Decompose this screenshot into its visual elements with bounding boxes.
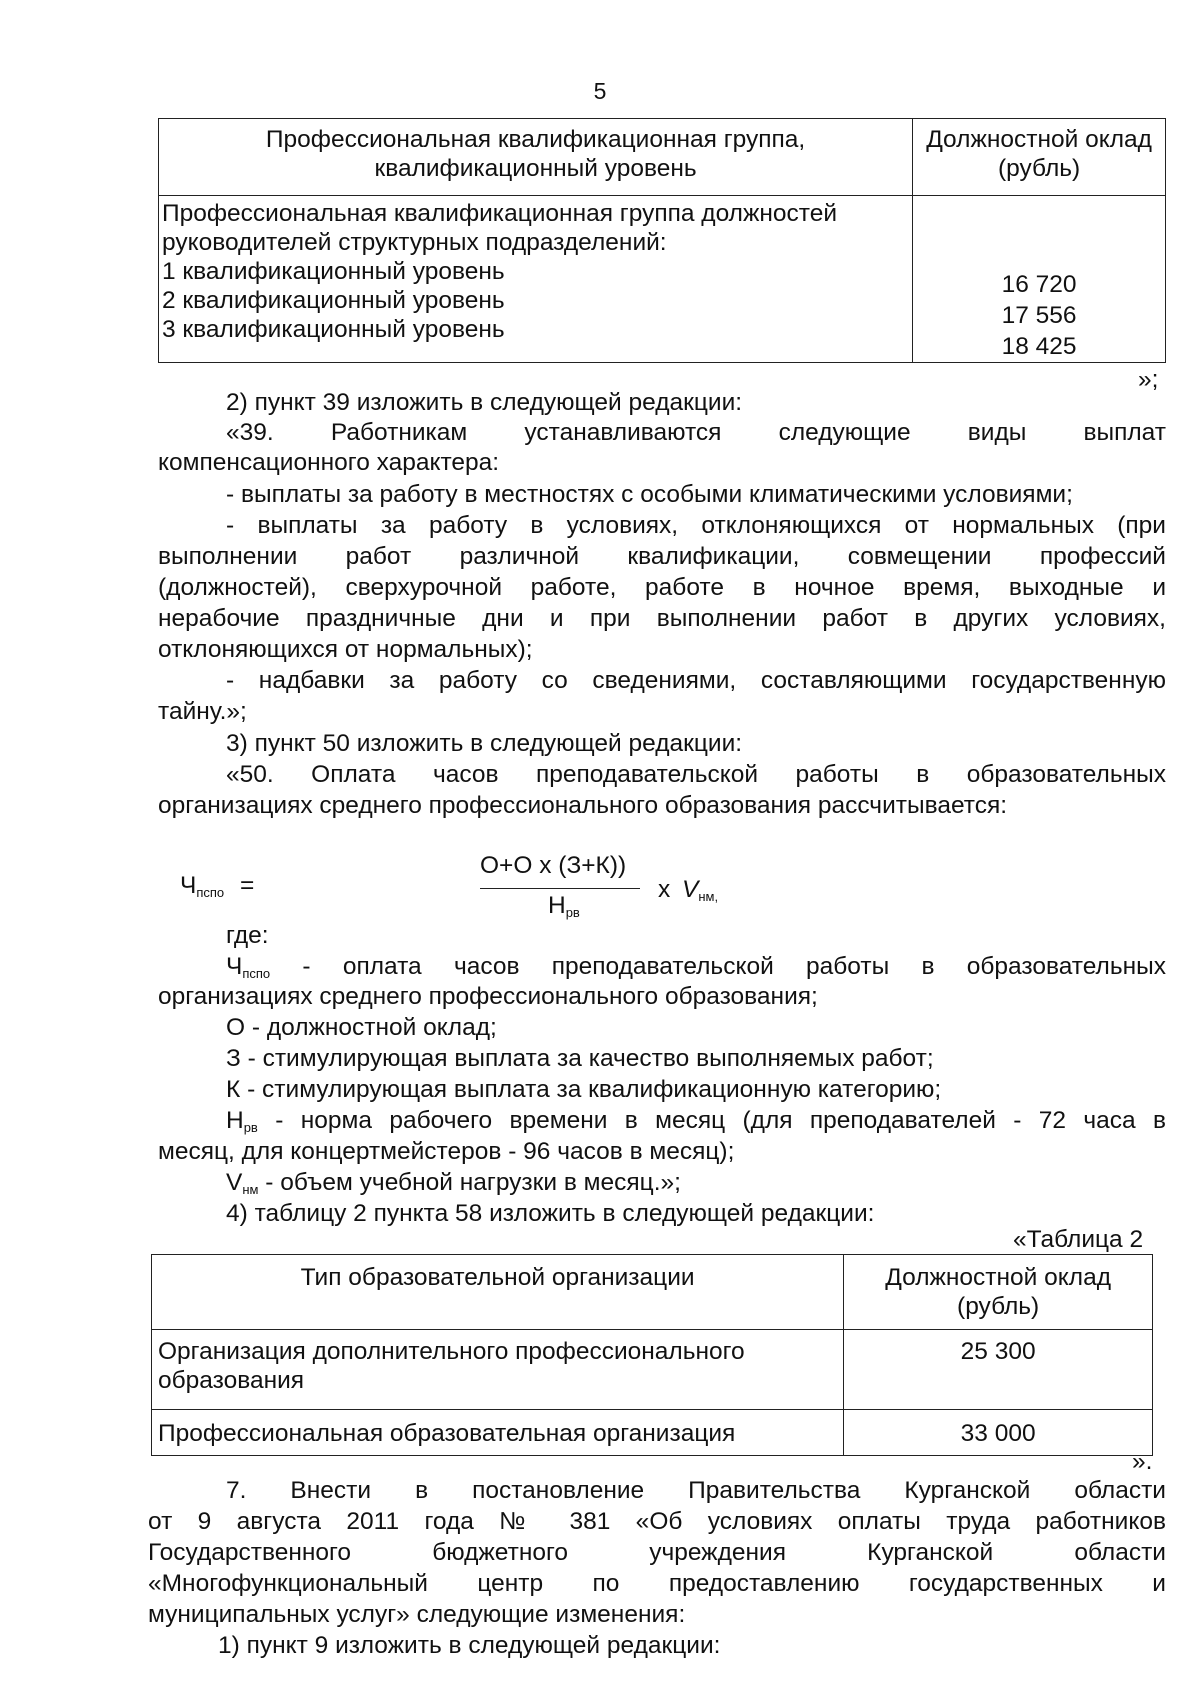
formula-denominator: $Н_{рв}$ (548, 892, 580, 920)
bullet-2-line3: (должностей), сверхурочной работе, работе в ночное время, выходные и (158, 574, 1166, 601)
org-type-cell: Профессиональная образовательная организация (152, 1410, 844, 1456)
def-1-line2: организациях среднего профессионального образования; (158, 983, 818, 1010)
def-4: К - стимулирующая выплата за квалификационную категорию; (226, 1076, 942, 1103)
education-org-salary-table (151, 1254, 1153, 1456)
bullet-2-line2: выполнении работ различной квалификации, совмещении профессий (158, 543, 1166, 570)
item-7-line3: Государственного бюджетного учреждения Курганской области (148, 1539, 1166, 1566)
def-3: З - стимулирующая выплата за качество выполняемых работ; (226, 1045, 934, 1072)
p50-line2: организациях среднего профессионального образования рассчитывается: (158, 792, 1008, 819)
group-title: Профессиональная квалификационная группа должностей руководителей структурных подразделений: (162, 200, 838, 256)
page-number: 5 (593, 78, 607, 104)
item-2: 2) пункт 39 изложить в следующей редакции: (226, 389, 743, 416)
qualification-group-cell (159, 196, 913, 363)
table-header-row (159, 119, 1166, 196)
formula-equals: = (240, 872, 255, 899)
bullet-2-line4: нерабочие праздничные дни и при выполнении работ в других условиях, (158, 605, 1166, 632)
def-2: О - должностной оклад; (226, 1014, 497, 1041)
table-header-row (152, 1255, 1153, 1330)
salary-1: 16 720 (1001, 271, 1077, 298)
item-4: 4) таблицу 2 пункта 58 изложить в следующей редакции: (226, 1200, 875, 1227)
salary-cell: 25 300 (844, 1330, 1153, 1410)
bullet-3-line2: тайну.»; (158, 698, 247, 725)
table-row (159, 196, 1166, 363)
bullet-1: - выплаты за работу в местностях с особыми климатическими условиями; (226, 481, 1073, 508)
salary-cell (913, 196, 1166, 363)
fraction-bar (480, 888, 640, 889)
p39-line2: компенсационного характера: (158, 449, 500, 476)
table-row (152, 1330, 1153, 1410)
n-symbol: $Н_{рв}$ (226, 1107, 258, 1135)
item-3: 3) пункт 50 изложить в следующей редакции: (226, 730, 743, 757)
item-7-line4: «Многофункциональный центр по предоставлению государственных и (148, 1570, 1166, 1597)
item-7-line2: от 9 августа 2011 года № 381 «Об условиях оплаты труда работников (148, 1508, 1166, 1535)
bullet-3-line1: - надбавки за работу со сведениями, составляющими государственную (226, 667, 1166, 694)
where-label: где: (226, 922, 269, 949)
level-2: 2 квалификационный уровень (162, 287, 505, 314)
org-type-cell: Организация дополнительного профессионального образования (152, 1330, 844, 1410)
header-salary: Должностной оклад (рубль) (913, 119, 1166, 196)
bullet-2-line5: отклоняющихся от нормальных); (158, 636, 533, 663)
item-7-1: 1) пункт 9 изложить в следующей редакции: (218, 1632, 721, 1659)
salary-2: 17 556 (1001, 302, 1077, 329)
p39-line1: «39. Работникам устанавливаются следующие виды выплат (226, 419, 1166, 446)
formula-times: х (658, 876, 671, 903)
table2-caption: «Таблица 2 (1013, 1226, 1144, 1253)
level-3: 3 квалификационный уровень (162, 316, 505, 343)
header-salary: Должностной оклад (рубль) (844, 1255, 1153, 1330)
item-7-line1: 7. Внести в постановление Правительства Курганской области (226, 1477, 1166, 1504)
def-5-line2: месяц, для концертмейстеров - 96 часов в месяц); (158, 1138, 735, 1165)
def-6: $V_{нм}$ - объем учебной нагрузки в месяц.»; (226, 1169, 681, 1197)
item-7-line5: муниципальных услуг» следующие изменения: (148, 1601, 686, 1628)
ch-symbol: $Ч_{пспо}$ (226, 953, 271, 981)
level-1: 1 квалификационный уровень (162, 258, 505, 285)
qualification-salary-table (158, 118, 1166, 363)
formula-lhs: $Ч_{пспо}$ (180, 872, 225, 900)
header-qualification-group: Профессиональная квалификационная группа, квалификационный уровень (159, 119, 913, 196)
bullet-2-line1: - выплаты за работу в условиях, отклоняющихся от нормальных (при (226, 512, 1166, 539)
formula-volume: $V_{нм,}$ (682, 876, 719, 904)
table1-closing-quote: »; (1138, 366, 1159, 393)
p50-line1: «50. Оплата часов преподавательской работы в образовательных (226, 761, 1166, 788)
header-org-type: Тип образовательной организации (152, 1255, 844, 1330)
table-row (152, 1410, 1153, 1456)
def-5-line1: $Н_{рв}$ - норма рабочего времени в месяц (для преподавателей - 72 часа в (226, 1107, 1166, 1135)
table2-closing-quote: ». (1132, 1448, 1153, 1475)
v-symbol: $V_{нм}$ (226, 1169, 259, 1197)
def-1-line1: $Ч_{пспо}$ - оплата часов преподавательской работы в образовательных (226, 953, 1166, 981)
formula-numerator: О+О х (З+К)) (480, 852, 627, 879)
salary-3: 18 425 (1001, 333, 1077, 360)
salary-cell: 33 000 (844, 1410, 1153, 1456)
